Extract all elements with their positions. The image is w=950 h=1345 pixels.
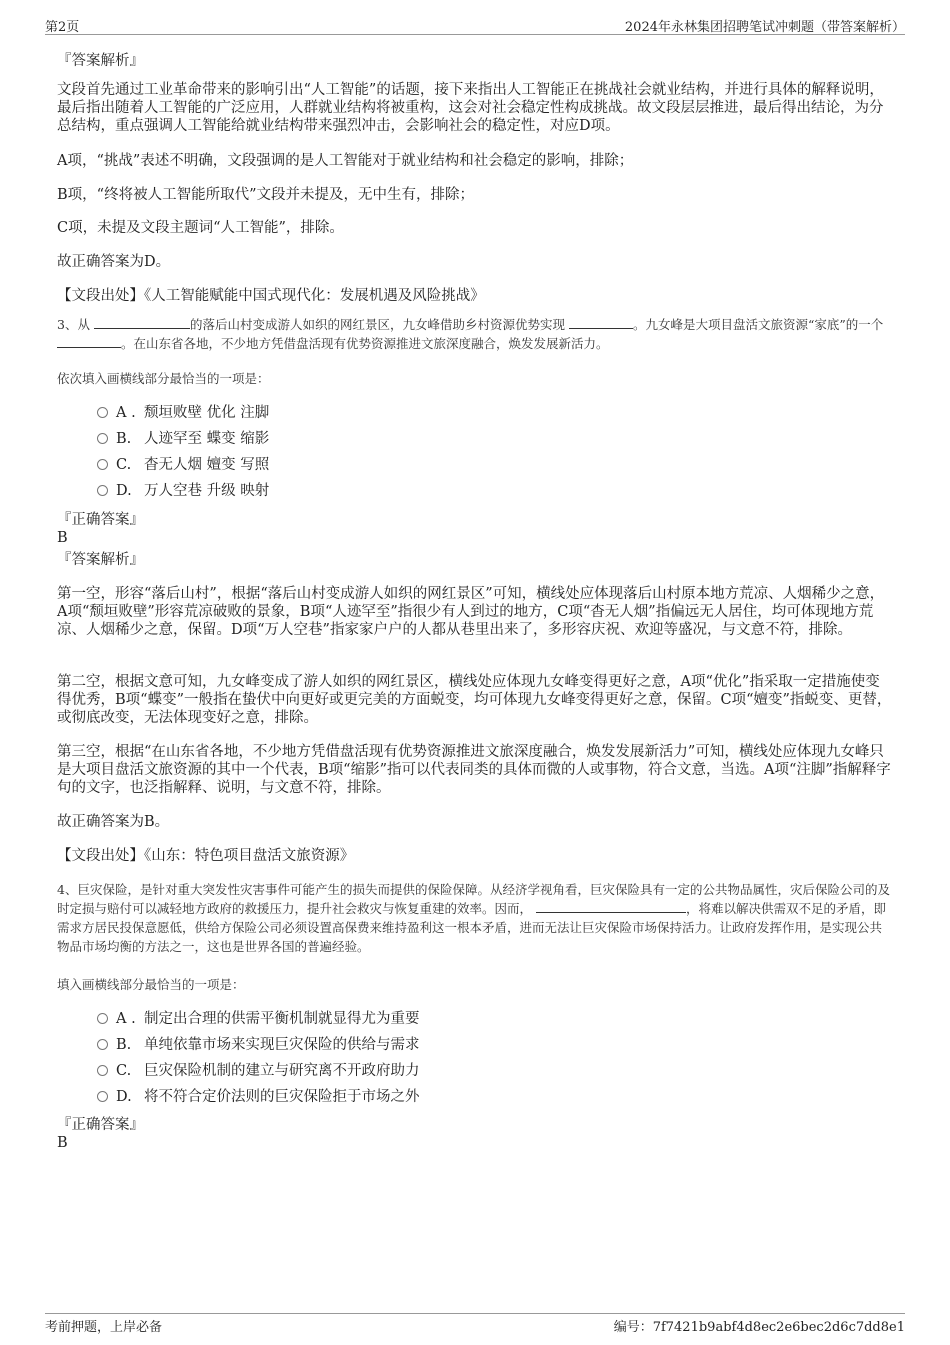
analysis-paragraph-3: 第三空，根据“在山东省各地，不少地方凭借盘活现有优势资源推进文旅深度融合，焕发发展新活力”可知，横线处应体现九女峰只是大项目盘活文旅资源的其中一个代表，B项“缩影”指可以代表同类的具体而微的人或事物，符合文意，当选。A项“注脚”指解释字句的文字，也泛指解释、说明，与文意不符，排除。: [57, 744, 891, 796]
radio-icon[interactable]: [97, 1013, 108, 1024]
footer-slogan: 考前押题，上岸必备: [45, 1320, 163, 1335]
option-a[interactable]: A . 制定出合理的供需平衡机制就显得尤为重要: [97, 1009, 420, 1029]
question-4-stem: 4、巨灾保险，是针对重大突发性灾害事件可能产生的损失而提供的保险保障。从经济学视角看，巨灾保险具有一定的公共物品属性，灾后保险公司的及时定损与赔付可以减轻地方政府的救援压力，提升社会救灾与恢复重建的效率。因而， ，将难以解决供需双不足的矛盾，即需求方居民投保意愿低，供给方保险公司必须设置高保费来维持盈利这一根本矛盾，进而无法让巨灾保险市场保持活力。让政府发挥作用，是实现公共物品市场均衡的方法之一，这也是世界各国的普遍经验。: [57, 882, 890, 954]
radio-icon[interactable]: [97, 1065, 108, 1076]
question-3-stem: 3、从 的落后山村变成游人如织的网红景区，九女峰借助乡村资源优势实现 。九女峰是大项目盘活文旅资源“家底”的一个 。在山东省各地，不少地方凭借盘活现有优势资源推进文旅深度融合，焕发发展新活力。: [57, 317, 884, 351]
question-3-prompt: 依次填入画横线部分最恰当的一项是：: [57, 371, 270, 386]
radio-icon[interactable]: [97, 433, 108, 444]
answer-conclusion: 故正确答案为D。: [57, 254, 171, 270]
document-code: 编号：7f7421b9abf4d8ec2e6bec2d6c7dd8e1: [613, 1320, 905, 1335]
passage-source: 【文段出处】《人工智能赋能中国式现代化：发展机遇及风险挑战》: [57, 288, 485, 304]
analysis-paragraph: 文段首先通过工业革命带来的影响引出“人工智能”的话题，接下来指出人工智能正在挑战社会就业结构，并进行具体的解释说明，最后指出随着人工智能的广泛应用，人群就业结构将被重构，这会对社会稳定性构成挑战。故文段层层推进，最后得出结论，为分总结构，重点强调人工智能给就业结构带来强烈冲击，会影响社会的稳定性，对应D项。: [57, 82, 884, 134]
page-footer: [45, 1313, 905, 1334]
radio-icon[interactable]: [97, 1091, 108, 1102]
correct-answer-label: 『正确答案』: [57, 1117, 144, 1133]
option-c[interactable]: C. 杳无人烟 嬗变 写照: [97, 455, 269, 475]
correct-answer-label: 『正确答案』: [57, 512, 144, 528]
option-b[interactable]: B. 单纯依靠市场来实现巨灾保险的供给与需求: [97, 1035, 420, 1055]
option-c[interactable]: C. 巨灾保险机制的建立与研究离不开政府助力: [97, 1061, 420, 1081]
analysis-label: 『答案解析』: [57, 53, 144, 69]
question-4-prompt: 填入画横线部分最恰当的一项是：: [57, 977, 245, 992]
option-d[interactable]: D. 万人空巷 升级 映射: [97, 481, 269, 501]
analysis-paragraph-2: 第二空，根据文意可知，九女峰变成了游人如织的网红景区，横线处应体现九女峰变得更好之意，A项“优化”指采取一定措施使变得优秀，B项“蝶变”一般指在蛰伏中向更好或更完美的方面蜕变，均可体现九女峰变得更好之意，保留。C项“嬗变”指蜕变、更替，或彻底改变，无法体现变好之意，排除。: [57, 674, 892, 726]
blank-3: [57, 335, 121, 348]
radio-icon[interactable]: [97, 485, 108, 496]
option-d[interactable]: D. 将不符合定价法则的巨灾保险拒于市场之外: [97, 1087, 420, 1107]
blank-1: [536, 900, 686, 913]
radio-icon[interactable]: [97, 1039, 108, 1050]
radio-icon[interactable]: [97, 459, 108, 470]
answer-conclusion: 故正确答案为B。: [57, 814, 170, 830]
page-header: [45, 14, 905, 35]
radio-icon[interactable]: [97, 407, 108, 418]
analysis-option-b: B项，“终将被人工智能所取代”文段并未提及，无中生有，排除；: [57, 187, 474, 203]
option-b[interactable]: B. 人迹罕至 蝶变 缩影: [97, 429, 269, 449]
blank-2: [569, 316, 633, 329]
analysis-option-c: C项，未提及文段主题词“人工智能”，排除。: [57, 220, 344, 236]
option-a[interactable]: A . 颓垣败壁 优化 注脚: [97, 403, 269, 423]
correct-answer: B: [57, 1135, 68, 1151]
blank-1: [94, 316, 190, 329]
correct-answer: B: [57, 530, 68, 546]
document-title: 2024年永林集团招聘笔试冲刺题（带答案解析）: [624, 20, 905, 35]
analysis-option-a: A项，“挑战”表述不明确，文段强调的是人工智能对于就业结构和社会稳定的影响，排除；: [57, 153, 634, 169]
analysis-label: 『答案解析』: [57, 552, 144, 568]
passage-source: 【文段出处】《山东：特色项目盘活文旅资源》: [57, 848, 355, 864]
analysis-paragraph-1: 第一空，形容“落后山村”，根据“落后山村变成游人如织的网红景区”可知，横线处应体现落后山村原本地方荒凉、人烟稀少之意，A项“颓垣败壁”形容荒凉破败的景象，B项“人迹罕至”指很少有人到过的地方，C项“杳无人烟”指偏远无人居住，均可体现地方荒凉、人烟稀少之意，保留。D项“万人空巷”指家家户户的人都从巷里出来了，多形容庆祝、欢迎等盛况，与文意不符，排除。: [57, 586, 885, 638]
page-number: 第2页: [45, 20, 80, 35]
